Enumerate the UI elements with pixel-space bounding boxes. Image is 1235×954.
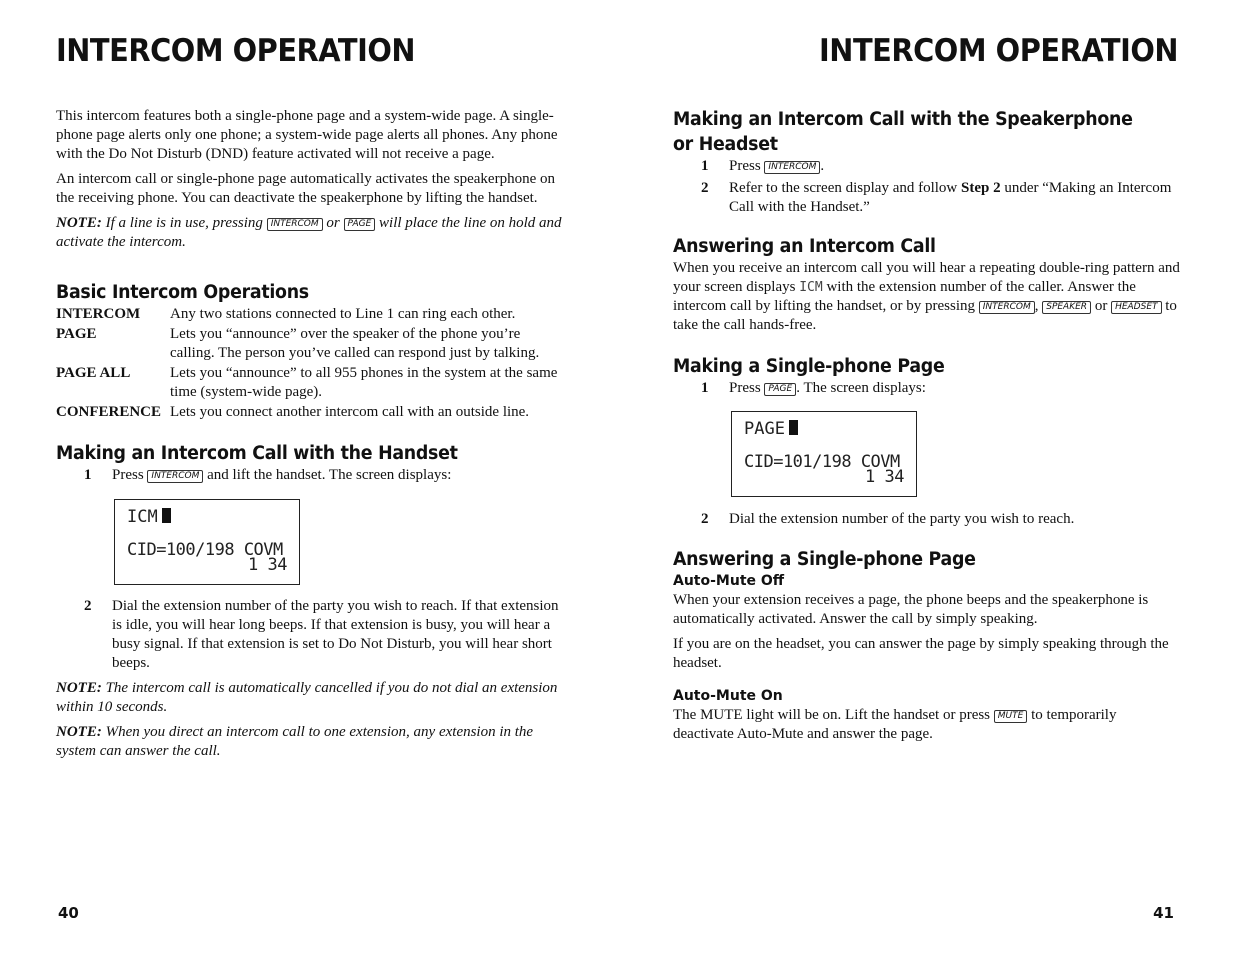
definition-table [56, 305, 564, 423]
definition-row: INTERCOM Any two stations connected to Line 1 can ring each other. [56, 306, 516, 322]
icm-display-text: ICM [799, 280, 823, 295]
page-number: 40 [58, 904, 79, 922]
page-key-icon: PAGE [764, 383, 796, 396]
right-page-body [673, 108, 1180, 744]
right-page [673, 0, 1180, 954]
section-heading-answering-single: Answering a Single-phone Page [673, 549, 976, 570]
intercom-key-icon: INTERCOM [267, 218, 323, 231]
lcd-screen-display: ICM CID=100/198 COVM 1 34 [114, 499, 300, 585]
left-page-body [56, 107, 564, 761]
page-title: INTERCOM OPERATION [818, 33, 1178, 69]
section-heading-handset: Making an Intercom Call with the Handset [56, 443, 458, 464]
page-number: 41 [1153, 904, 1174, 922]
step-item: 1 Press INTERCOM and lift the handset. The screen displays: [84, 467, 452, 483]
section-heading-single-page: Making a Single-phone Page [673, 356, 945, 377]
note-line-in-use: NOTE: If a line is in use, pressing INTERCOM or PAGE will place the line on hold and activate the intercom. [56, 215, 562, 250]
auto-mute-on-paragraph: The MUTE light will be on. Lift the handset or press MUTE to temporarily deactivate Auto-Mute and answer the page. [673, 707, 1117, 742]
step-item: 1 Press PAGE . The screen displays: [701, 380, 926, 396]
auto-mute-off-paragraph: When your extension receives a page, the phone beeps and the speakerphone is automatically activated. Answer the call by simply speaking. [673, 592, 1149, 627]
intercom-key-icon: INTERCOM [147, 470, 203, 483]
page-title: INTERCOM OPERATION [56, 33, 416, 69]
speaker-key-icon: SPEAKER [1042, 301, 1091, 314]
intro-paragraph: This intercom features both a single-phone page and a system-wide page. A single-phone page alerts only one phone; a system-wide page alerts all phones. Any phone with the Do Not Disturb (DND) feature activated will not receive a page. [56, 108, 558, 162]
answering-paragraph: When you receive an intercom call you will hear a repeating double-ring pattern and your screen displays ICM with the extension number of the caller. Answer the intercom call by lifting the handset, or by pressing INTERCOM , SPEAKER or HEADSET to take the call hands-free. [673, 260, 1180, 333]
step-item: 2 Refer to the screen display and follow Step 2 under “Making an Intercom Call with the Handset.” [701, 180, 1172, 215]
intercom-key-icon: INTERCOM [979, 301, 1035, 314]
speakerphone-paragraph: An intercom call or single-phone page automatically activates the speakerphone on the receiving phone. You can deactivate the speakerphone by lifting the handset. [56, 171, 555, 206]
headset-key-icon: HEADSET [1111, 301, 1161, 314]
step-item: 1 Press INTERCOM . [701, 158, 825, 174]
section-heading-speakerphone-cont: or Headset [673, 134, 778, 155]
left-page [56, 0, 564, 954]
definition-row: CONFERENCE Lets you connect another intercom call with an outside line. [56, 404, 530, 420]
section-heading-speakerphone: Making an Intercom Call with the Speakerphone [673, 109, 1133, 130]
headset-paragraph: If you are on the headset, you can answer the page by simply speaking through the headset. [673, 636, 1169, 671]
lcd-screen-display: PAGE CID=101/198 COVM 1 34 [731, 411, 917, 497]
definition-row: PAGE ALL Lets you “announce” to all 955 phones in the system at the same time (system-wide page). [56, 365, 558, 400]
note-any-extension: NOTE: When you direct an intercom call to one extension, any extension in the system can answer the call. [56, 724, 534, 759]
intercom-key-icon: INTERCOM [764, 161, 820, 174]
page-key-icon: PAGE [344, 218, 376, 231]
step-item: 2 Dial the extension number of the party you wish to reach. [701, 511, 1075, 527]
cursor-block-icon [789, 420, 798, 435]
subheading-auto-mute-off: Auto-Mute Off [673, 573, 785, 589]
section-heading-answering: Answering an Intercom Call [673, 236, 936, 257]
definition-row: PAGE Lets you “announce” over the speaker of the phone you’re calling. The person you’ve called can respond just by talking. [56, 326, 540, 361]
subheading-auto-mute-on: Auto-Mute On [673, 688, 783, 704]
section-heading-basic: Basic Intercom Operations [56, 282, 309, 303]
step-item: 2 Dial the extension number of the party you wish to reach. If that extension is idle, you will hear long beeps. If that extension is busy, you will hear a busy signal. If that extension is set to Do Not Disturb, you will hear short beeps. [84, 598, 559, 671]
cursor-block-icon [162, 508, 171, 523]
note-auto-cancel: NOTE: The intercom call is automatically cancelled if you do not dial an extension within 10 seconds. [56, 680, 558, 715]
mute-key-icon: MUTE [994, 710, 1028, 723]
